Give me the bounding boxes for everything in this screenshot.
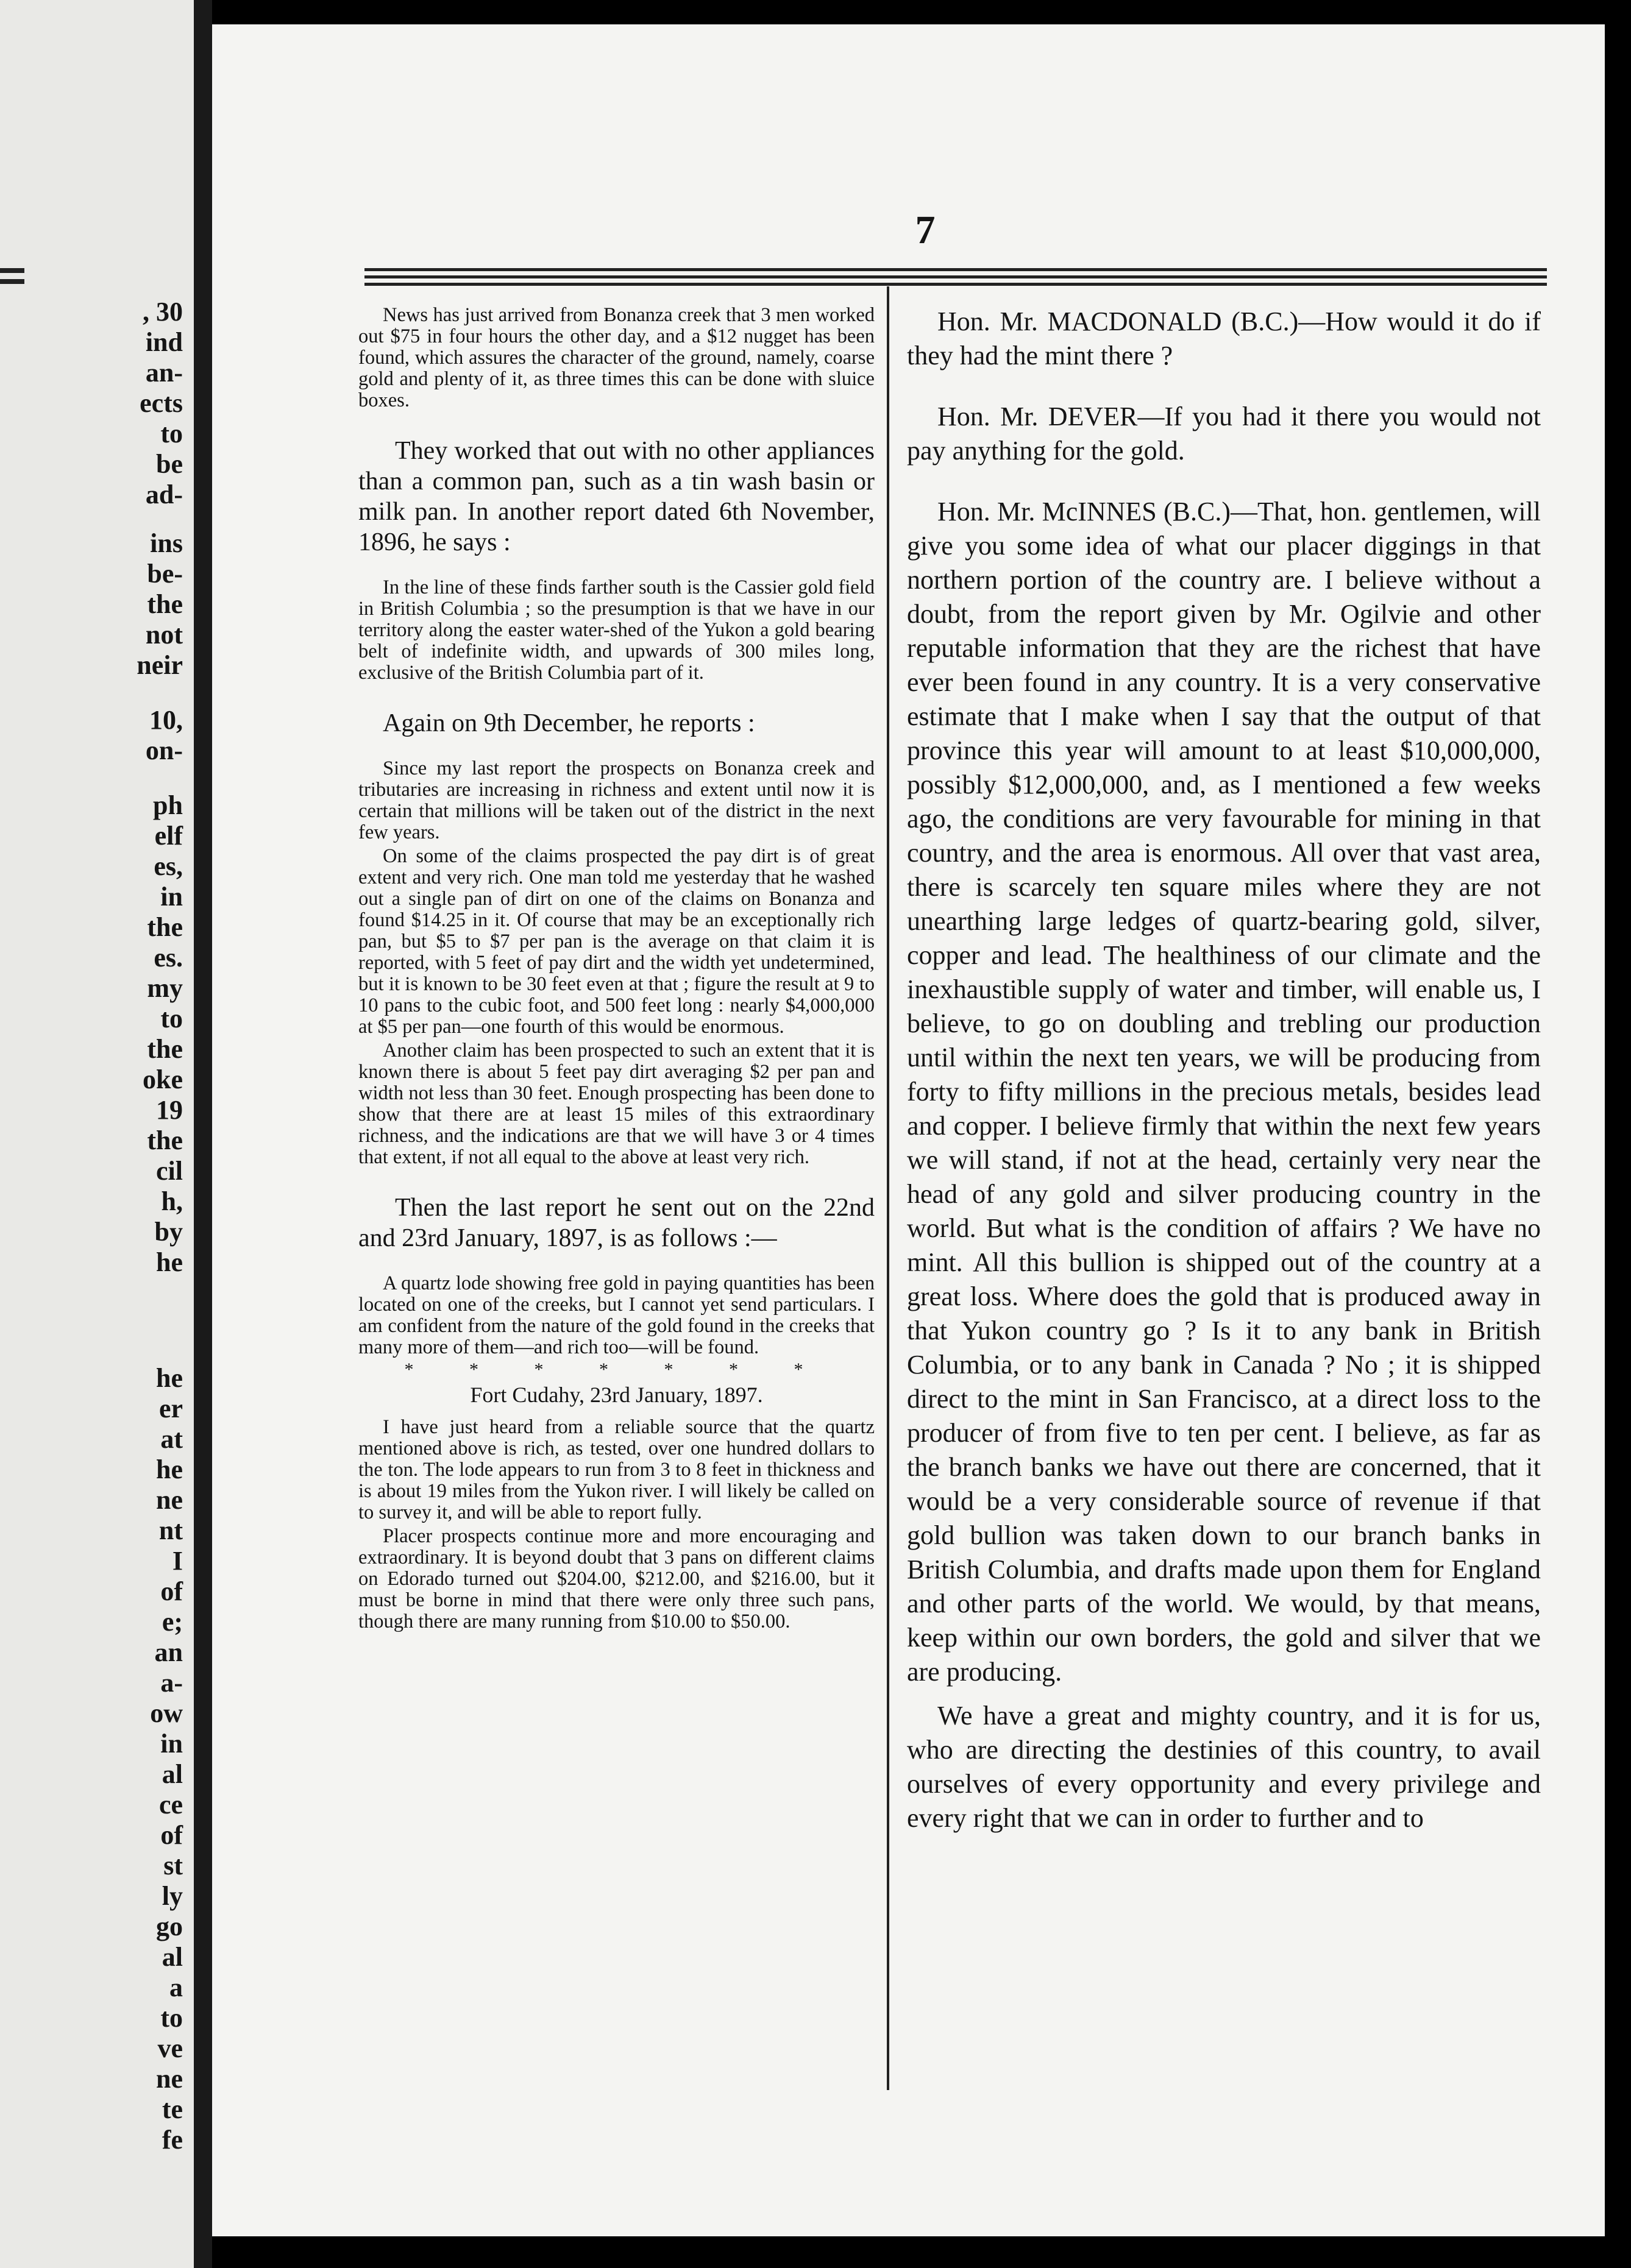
quoted-report-paragraph: In the line of these finds farther south is the Cassier gold field in British Columbia ; so the presumption is that we have in our territory along the easter water-shed of the Yukon a gold bearing belt of indefinite width, and upwards of 300 miles long, exclusive of the British Columbia part of it. xyxy=(358,576,875,684)
margin-fragment: te xyxy=(162,2094,183,2124)
margin-fragment: in xyxy=(160,882,183,912)
header-rule xyxy=(364,283,1547,286)
margin-fragment: neir xyxy=(137,650,183,680)
body-paragraph: They worked that out with no other appliances than a common pan, such as a tin wash basin or milk pan. In another report dated 6th November, 1896, he says : xyxy=(358,437,875,556)
column-divider xyxy=(887,286,889,2090)
quoted-report-paragraph: Another claim has been prospected to such an extent that it is known there is about 5 feet pay dirt averaging $2 per pan and width not less than 30 feet. Enough prospecting has been done to show that there are at least 15 miles of this extraordinary richness, and the indications are that we will have 3 or 4 times that extent, if not all equal to the above at least very rich. xyxy=(358,1040,875,1168)
margin-fragment: the xyxy=(147,1034,183,1064)
left-column xyxy=(358,305,875,2084)
margin-fragment: a xyxy=(169,1972,183,2002)
margin-fragment: to xyxy=(160,2003,183,2033)
margin-fragment: e; xyxy=(162,1607,183,1637)
quoted-report-paragraph: On some of the claims prospected the pay dirt is of great extent and very rich. One man told me yesterday that he washed out a single pan of dirt on one of the claims on Bonanza and found $14.25 in it. Of course that may be an exceptionally rich pan, but $5 to $7 per pan is the average on that claim it is reported, with 5 feet of pay dirt and the width yet undetermined, but it is known to be 30 feet even at that ; figure the result at 9 to 10 pans to the cubic foot, and 500 feet long : nearly $4,000,000 at $5 per pan—one fourth of this would be enormous. xyxy=(358,845,875,1038)
margin-fragment: ne xyxy=(156,1485,183,1515)
margin-fragment: an- xyxy=(145,358,183,388)
margin-fragment: go xyxy=(156,1912,183,1941)
margin-fragment: on- xyxy=(145,735,183,765)
header-rule xyxy=(364,268,1547,271)
quoted-report-paragraph: Since my last report the prospects on Bonanza creek and tributaries are increasing in richness and extent until now it is certain that millions will be taken out of the district in the next few years. xyxy=(358,757,875,843)
margin-fragment: ad- xyxy=(145,480,183,509)
section-break-stars: * * * * * * * xyxy=(404,1359,829,1380)
margin-fragment: er xyxy=(158,1394,183,1423)
header-rule xyxy=(364,275,1547,278)
speaker-paragraph: Hon. Mr. MACDONALD (B.C.)—How would it do if they had the mint there ? xyxy=(907,307,1541,370)
previous-page-text-fragments xyxy=(0,0,183,2268)
margin-fragment: be xyxy=(156,449,183,479)
dateline: Fort Cudahy, 23rd January, 1897. xyxy=(470,1383,763,1407)
margin-fragment: to xyxy=(160,1004,183,1033)
margin-fragment: oke xyxy=(143,1065,183,1094)
speaker-paragraph: Hon. Mr. McINNES (B.C.)—That, hon. gentlemen, will give you some idea of what our placer diggings in that northern portion of the country are. I believe without a doubt, from the report given by Mr. Ogilvie and other reputable information that they are the richest that have ever been found in any country. It is a very conservative estimate that I make when I say that the output of that province this year will amount to at least $10,000,000, possibly $12,000,000, and, as I mentioned a few weeks ago, the conditions are very favourable for mining in that country, and the area is enormous. All over that vast area, there is scarcely ten square miles where they are not unearthing large ledges of quartz-bearing gold, silver, copper and lead. The healthiness of our climate and the inexhaustible supply of water and timber, will enable us, I believe, to go on doubling and trebling our production until within the next ten years, we will be producing from forty to fifty millions in the precious metals, besides lead and copper. I believe firmly that within the next few years we will stand, if not at the head, certainly very near the head of any gold and silver producing country in the world. But what is the condition of affairs ? We have no mint. All this bullion is shipped out of the country at a great loss. Where does the gold that is produced away in that Yukon country go ? Is it to any bank in British Columbia, or to any bank in Canada ? No ; it is shipped direct to the mint in San Francisco, at a direct loss to the producer of from five to ten per cent. I believe, as far as the branch banks we have out there are concerned, that it would be a very considerable source of revenue if that gold bullion was taken down to our branch banks in British Columbia, and drafts made upon them for England and other parts of the world. We would, by that means, keep within our own borders, the gold and silver that we are producing. xyxy=(907,497,1541,1687)
page-number: 7 xyxy=(915,208,936,252)
margin-fragment: in xyxy=(160,1729,183,1759)
margin-fragment: ph xyxy=(153,790,183,820)
margin-fragment: my xyxy=(147,973,183,1003)
margin-fragment: h, xyxy=(161,1186,183,1216)
page-gutter xyxy=(194,0,212,2268)
margin-fragment: fe xyxy=(162,2125,183,2155)
document-page xyxy=(212,24,1605,2236)
margin-fragment: a- xyxy=(160,1668,183,1698)
margin-fragment: 10, xyxy=(149,705,183,735)
quoted-report-paragraph: News has just arrived from Bonanza creek that 3 men worked out $75 in four hours the other day, and a $12 nugget has been found, which assures the character of the ground, namely, coarse gold and plenty of it, as three times this can be done with sluice boxes. xyxy=(358,305,875,411)
margin-fragment: by xyxy=(154,1217,183,1247)
speaker-paragraph: Hon. Mr. DEVER—If you had it there you would not pay anything for the gold. xyxy=(907,402,1541,466)
margin-fragment: nt xyxy=(158,1515,183,1545)
margin-fragment: ce xyxy=(158,1790,183,1820)
margin-fragment: es, xyxy=(154,851,183,881)
margin-fragment: ow xyxy=(150,1698,183,1728)
margin-fragment: ects xyxy=(140,388,183,418)
margin-fragment: al xyxy=(162,1759,183,1789)
margin-fragment: , 30 xyxy=(143,297,183,327)
margin-fragment: elf xyxy=(154,821,183,851)
margin-fragment: ly xyxy=(162,1881,183,1911)
margin-fragment: the xyxy=(147,912,183,942)
margin-fragment: be- xyxy=(147,559,183,589)
margin-fragment: of xyxy=(160,1576,183,1606)
margin-fragment: ind xyxy=(145,327,183,357)
body-paragraph: Again on 9th December, he reports : xyxy=(383,709,755,737)
margin-fragment: es. xyxy=(154,943,183,973)
margin-fragment: ne xyxy=(156,2064,183,2094)
speaker-paragraph: We have a great and mighty country, and it is for us, who are directing the destinies of this country, to avail ourselves of every opportunity and every privilege and every right that we can in order to further and to xyxy=(907,1701,1541,1833)
margin-fragment: cil xyxy=(156,1156,183,1186)
margin-fragment: he xyxy=(156,1455,183,1484)
margin-fragment: the xyxy=(147,1125,183,1155)
margin-fragment: an xyxy=(154,1637,183,1667)
margin-fragment: I xyxy=(172,1546,183,1576)
quoted-report-paragraph: I have just heard from a reliable source that the quartz mentioned above is rich, as tested, over one hundred dollars to the ton. The lode appears to run from 3 to 8 feet in thickness and is about 19 miles from the Yukon river. I will likely be called on to survey it, and will be able to report fully. xyxy=(358,1416,875,1523)
quoted-report-paragraph: Placer prospects continue more and more encouraging and extraordinary. It is beyond doubt that 3 pans on different claims on Edorado turned out $204.00, $212.00, and $216.00, but it must be borne in mind that there were only three such pans, though there are many running from $10.00 to $50.00. xyxy=(358,1525,875,1632)
margin-fragment: to xyxy=(160,419,183,448)
right-column xyxy=(907,305,1541,2096)
quoted-report-paragraph: A quartz lode showing free gold in paying quantities has been located on one of the creeks, but I cannot yet send particulars. I am confident from the nature of the gold found in the creeks that many more of them—and rich too—will be found. xyxy=(358,1272,875,1358)
margin-fragment: al xyxy=(162,1942,183,1972)
margin-fragment: he xyxy=(156,1363,183,1393)
margin-fragment: the xyxy=(147,589,183,619)
margin-fragment: ve xyxy=(157,2033,183,2063)
margin-fragment: 19 xyxy=(156,1095,183,1125)
margin-fragment: ins xyxy=(150,528,183,558)
margin-fragment: st xyxy=(163,1851,183,1880)
margin-fragment: at xyxy=(160,1424,183,1454)
margin-fragment: not xyxy=(145,620,183,650)
body-paragraph: Then the last report he sent out on the 22nd and 23rd January, 1897, is as follows :— xyxy=(358,1194,875,1252)
margin-fragment: he xyxy=(156,1247,183,1277)
margin-fragment: of xyxy=(160,1820,183,1850)
previous-page-edge xyxy=(0,0,200,2268)
